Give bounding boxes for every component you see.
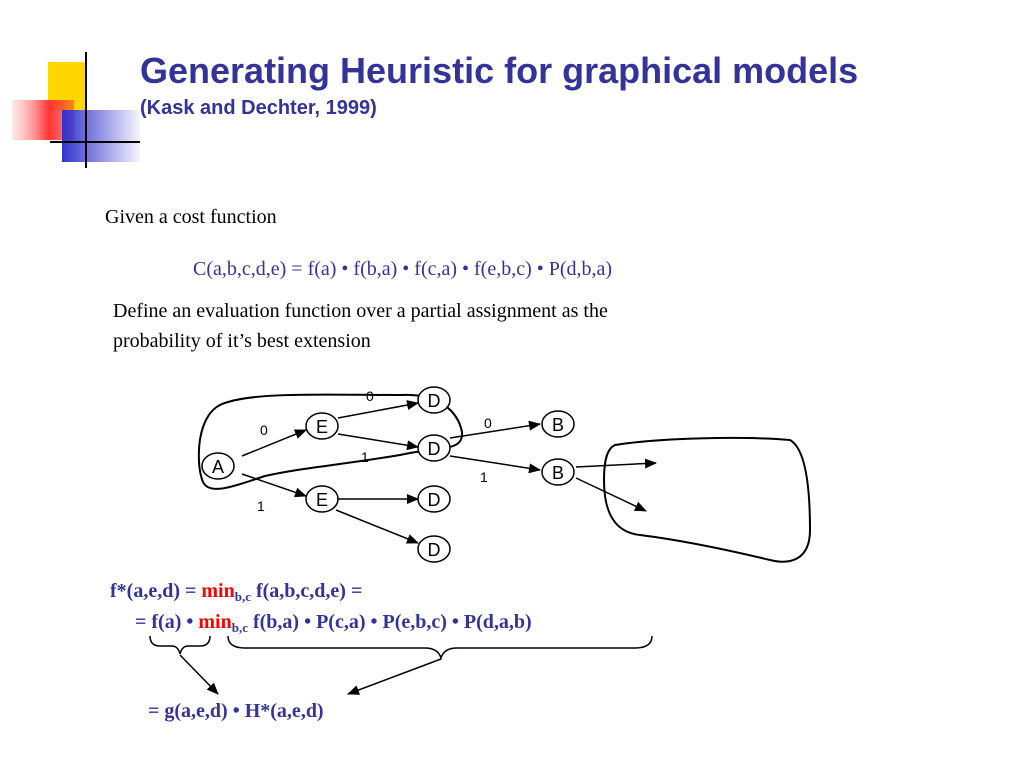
edge-b-right-1 bbox=[576, 463, 656, 467]
node-d2-label: D bbox=[427, 439, 441, 459]
node-e-top bbox=[306, 413, 338, 439]
node-b2 bbox=[542, 459, 574, 485]
definition-line-1: Define an evaluation function over a partial assignment as the bbox=[113, 300, 608, 322]
node-d4 bbox=[418, 536, 450, 562]
node-d3 bbox=[418, 486, 450, 512]
edge-a-e-bot bbox=[242, 474, 306, 496]
extension-enclosure bbox=[604, 438, 810, 562]
brace-h bbox=[228, 636, 652, 658]
formula-line-1 bbox=[110, 580, 362, 605]
node-b2-label: B bbox=[551, 463, 565, 483]
node-b1 bbox=[542, 411, 574, 437]
node-d4-label: D bbox=[427, 540, 441, 560]
formula-result: = g(a,e,d) • H*(a,e,d) bbox=[148, 700, 324, 722]
formula-line-1-suffix: f(a,b,c,d,e) = bbox=[250, 580, 363, 602]
edge-d-b2 bbox=[450, 456, 540, 470]
arrow-to-g bbox=[180, 655, 218, 694]
min-operator-1: min bbox=[201, 580, 235, 602]
node-d2 bbox=[418, 435, 450, 461]
node-d1 bbox=[418, 387, 450, 413]
edge-label-e-d-mid: 1 bbox=[361, 449, 369, 465]
edge-label-a-e-top: 0 bbox=[260, 422, 268, 438]
node-b1-label: B bbox=[551, 415, 565, 435]
edge-e-d2 bbox=[338, 434, 418, 447]
node-e-bottom bbox=[306, 486, 338, 512]
edge-d-b1 bbox=[450, 424, 540, 438]
edge-label-a-e-bot: 1 bbox=[257, 498, 265, 514]
edge-label-d-b-top: 0 bbox=[484, 415, 492, 431]
arrow-to-h bbox=[348, 659, 441, 694]
node-e-bottom-label: E bbox=[315, 490, 329, 510]
node-e-top-label: E bbox=[315, 417, 329, 437]
slide-subtitle: (Kask and Dechter, 1999) bbox=[140, 97, 377, 119]
edge-e-d1 bbox=[338, 403, 418, 418]
node-d3-label: D bbox=[427, 490, 441, 510]
formula-line-2-suffix: f(b,a) • P(c,a) • P(e,b,c) • P(d,a,b) bbox=[247, 611, 532, 633]
min-operator-2: min bbox=[198, 611, 232, 633]
brace-g bbox=[150, 636, 210, 654]
formula-line-1-prefix: f*(a,e,d) = bbox=[110, 580, 202, 602]
cost-function: C(a,b,c,d,e) = f(a) • f(b,a) • f(c,a) • f(e,b,c) • P(d,b,a) bbox=[193, 258, 613, 280]
edge-a-e-top bbox=[242, 430, 306, 456]
node-a bbox=[202, 453, 234, 479]
edge-b-right-2 bbox=[576, 478, 646, 511]
edge-label-d-b-bot: 1 bbox=[480, 469, 488, 485]
node-d1-label: D bbox=[427, 391, 441, 411]
min-subscript-1: b,c bbox=[234, 589, 251, 604]
slide-title: Generating Heuristic for graphical models bbox=[140, 50, 859, 91]
formula-line-2-prefix: = f(a) • bbox=[135, 611, 199, 633]
intro-text: Given a cost function bbox=[105, 206, 277, 228]
min-subscript-2: b,c bbox=[231, 620, 248, 635]
formula-line-2 bbox=[135, 611, 532, 636]
node-a-label: A bbox=[211, 457, 225, 477]
definition-line-2: probability of it’s best extension bbox=[113, 330, 371, 352]
edge-label-e-d-top: 0 bbox=[366, 388, 374, 404]
edge-e-d4 bbox=[336, 510, 418, 543]
